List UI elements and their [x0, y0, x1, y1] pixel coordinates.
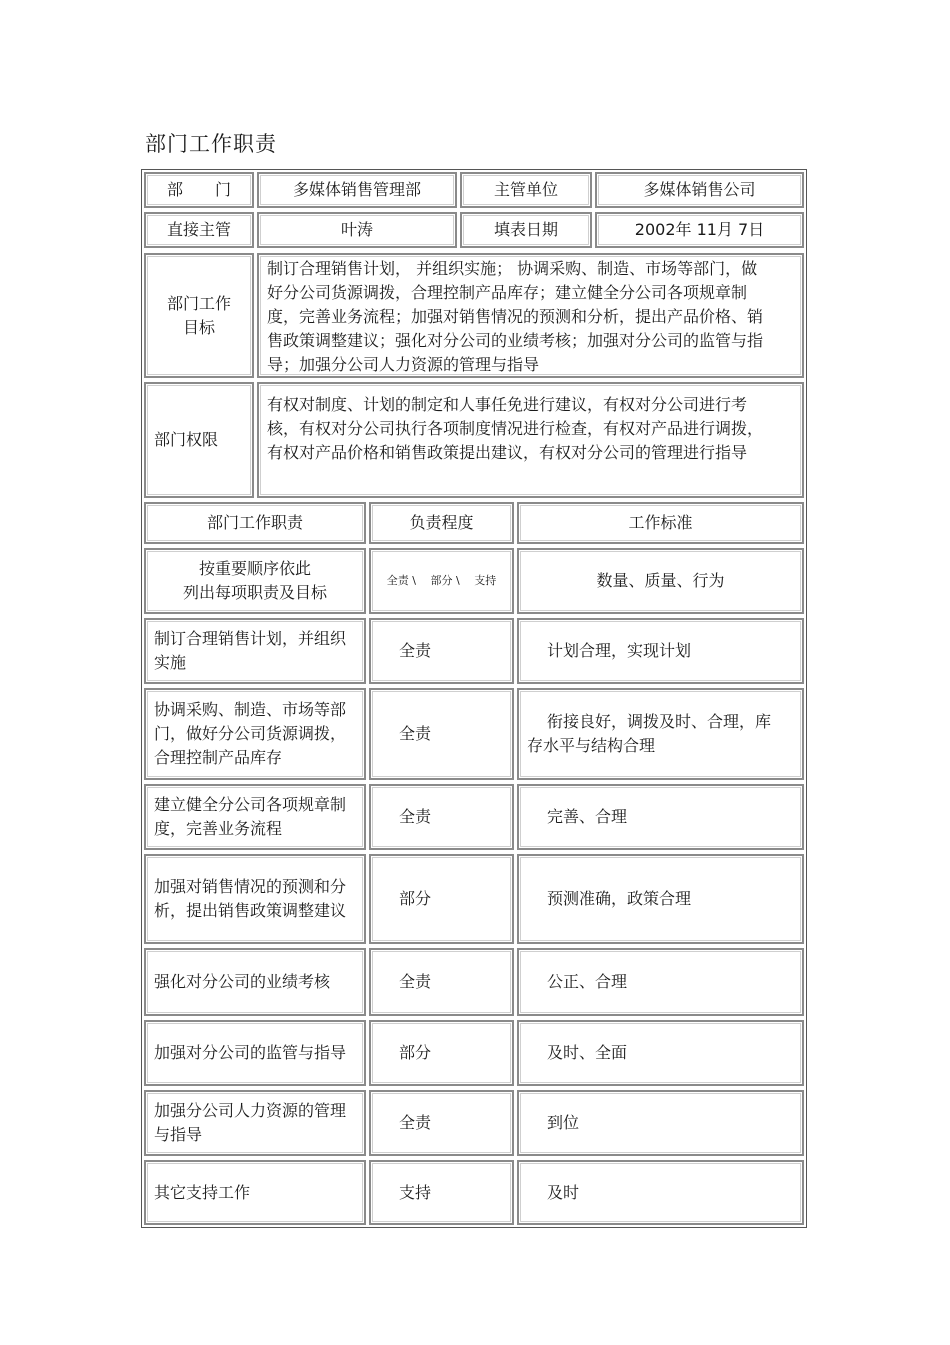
duty-row-7-standard: 到位	[517, 1090, 804, 1156]
duty-row-4-duty: 加强对销售情况的预测和分析，提出销售政策调整建议	[144, 854, 366, 944]
guide-standard: 数量、质量、行为	[517, 548, 804, 614]
date-value: 2002年 11月 7日	[595, 212, 804, 248]
guide-duty: 按重要顺序依此 列出每项职责及目标	[144, 548, 366, 614]
duty-row-3-duty: 建立健全分公司各项规章制度，完善业务流程	[144, 784, 366, 850]
direct-supervisor-label: 直接主管	[144, 212, 254, 248]
col-header-level: 负责程度	[369, 502, 514, 544]
page-title: 部门工作职责	[145, 132, 277, 156]
supervisor-unit-label: 主管单位	[460, 172, 592, 208]
duty-row-7-level: 全责	[369, 1090, 514, 1156]
duty-row-8-standard: 及时	[517, 1160, 804, 1225]
supervisor-unit-value: 多媒体销售公司	[595, 172, 804, 208]
guide-level: 全责 \ 部分 \ 支持	[369, 548, 514, 614]
duty-row-4-standard: 预测准确，政策合理	[517, 854, 804, 944]
authority-label: 部门权限	[144, 382, 254, 498]
duty-row-8-level: 支持	[369, 1160, 514, 1225]
duty-row-7-duty: 加强分公司人力资源的管理与指导	[144, 1090, 366, 1156]
duty-row-8-duty: 其它支持工作	[144, 1160, 366, 1225]
duty-row-3-standard: 完善、合理	[517, 784, 804, 850]
duty-row-2-duty: 协调采购、制造、市场等部门，做好分公司货源调拨，合理控制产品库存	[144, 688, 366, 780]
authority-text: 有权对制度、计划的制定和人事任免进行建议，有权对分公司进行考核，有权对分公司执行各项制度情况进行检查，有权对产品进行调拨，有权对产品价格和销售政策提出建议，有权对分公司的管理进行指导	[257, 382, 804, 498]
duty-row-1-level: 全责	[369, 618, 514, 684]
duty-row-5-duty: 强化对分公司的业绩考核	[144, 948, 366, 1016]
direct-supervisor-value: 叶涛	[257, 212, 457, 248]
dept-value: 多媒体销售管理部	[257, 172, 457, 208]
duty-row-6-level: 部分	[369, 1020, 514, 1086]
duty-row-1-duty: 制订合理销售计划，并组织实施	[144, 618, 366, 684]
dept-label: 部 门	[144, 172, 254, 208]
goals-text: 制订合理销售计划， 并组织实施； 协调采购、制造、市场等部门，做好分公司货源调拨，合理控制产品库存；建立健全分公司各项规章制度，完善业务流程；加强对销售情况的预测和分析，提出产品价格、销售政策调整建议；强化对分公司的业绩考核；加强对分公司的监管与指导；加强分公司人力资源的管理与指导	[257, 253, 804, 378]
duty-row-5-level: 全责	[369, 948, 514, 1016]
duty-row-4-level: 部分	[369, 854, 514, 944]
duty-row-2-standard: 衔接良好，调拨及时、合理，库存水平与结构合理	[517, 688, 804, 780]
duty-row-2-level: 全责	[369, 688, 514, 780]
duty-row-3-level: 全责	[369, 784, 514, 850]
col-header-duty: 部门工作职责	[144, 502, 366, 544]
duty-row-5-standard: 公正、合理	[517, 948, 804, 1016]
date-label: 填表日期	[460, 212, 592, 248]
duty-row-1-standard: 计划合理，实现计划	[517, 618, 804, 684]
duty-row-6-duty: 加强对分公司的监管与指导	[144, 1020, 366, 1086]
duty-row-6-standard: 及时、全面	[517, 1020, 804, 1086]
goals-label: 部门工作 目标	[144, 253, 254, 378]
col-header-standard: 工作标准	[517, 502, 804, 544]
